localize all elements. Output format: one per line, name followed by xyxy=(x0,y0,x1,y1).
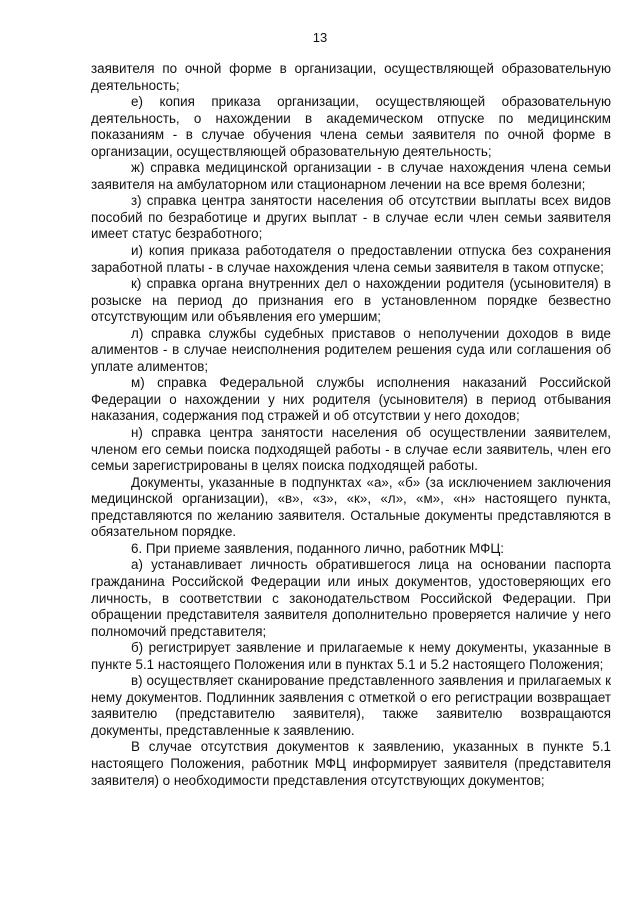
list-item-k: к) справка органа внутренних дел о нахождении родителя (усыновителя) в розыске на период до признания его в установленном порядке безвестно отсутствующим или объявления его умершим; xyxy=(91,276,611,325)
page-number: 13 xyxy=(312,30,328,45)
paragraph-continuation: заявителя по очной форме в организации, осуществляющей образовательную деятельность; xyxy=(91,61,611,93)
list-item-m: м) справка Федеральной службы исполнения наказаний Российской Федерации о нахождении у них родителя (усыновителя) в период отбывания наказания, содержания под стражей и об отсутствии у него доходов; xyxy=(91,375,611,424)
missing-documents-paragraph: В случае отсутствия документов к заявлению, указанных в пункте 5.1 настоящего Положения, работник МФЦ информирует заявителя (представителя заявителя) о необходимости представления отсутствующих документов; xyxy=(91,739,611,788)
section-6-item-a: а) устанавливает личность обратившегося лица на основании паспорта гражданина Российской Федерации или иных документов, удостоверяющих его личность, в соответствии с законодательством Российской Федерации. При обращении представителя заявителя дополнительно проверяется наличие у него полномочий представителя; xyxy=(91,557,611,639)
document-body xyxy=(91,61,611,789)
section-6-item-v: в) осуществляет сканирование представленного заявления и прилагаемых к нему документов. Подлинник заявления с отметкой о его регистрации возвращает заявителю (представителю заявителя), также заявителю возвращаются документы, представленные к заявлению. xyxy=(91,673,611,738)
list-item-zh: ж) справка медицинской организации - в случае нахождения члена семьи заявителя на амбулаторном или стационарном лечении на все время болезни; xyxy=(91,160,611,192)
list-item-n: н) справка центра занятости населения об осуществлении заявителем, членом его семьи поиска подходящей работы - в случае если заявитель, член его семьи зарегистрированы в целях поиска подходящей работы. xyxy=(91,425,611,474)
documents-note-paragraph: Документы, указанные в подпунктах «а», «б» (за исключением заключения медицинской организации), «в», «з», «к», «л», «м», «н» настоящего пункта, представляются по желанию заявителя. Остальные документы представляются в обязательном порядке. xyxy=(91,474,611,540)
list-item-l: л) справка службы судебных приставов о неполучении доходов в виде алиментов - в случае неисполнения родителем решения суда или соглашения об уплате алиментов; xyxy=(91,325,611,374)
section-6-heading: 6. При приеме заявления, поданного лично, работник МФЦ: xyxy=(131,540,504,556)
list-item-e: е) копия приказа организации, осуществляющей образовательную деятельность, о нахождении в академическом отпуске по медицинским показаниям - в случае обучения члена семьи заявителя по очной форме в организации, осуществляющей образовательную деятельность; xyxy=(91,94,611,159)
list-item-z: з) справка центра занятости населения об отсутствии выплаты всех видов пособий по безработице и других выплат - в случае если член семьи заявителя имеет статус безработного; xyxy=(91,193,611,242)
list-item-i: и) копия приказа работодателя о предоставлении отпуска без сохранения заработной платы - в случае нахождения члена семьи заявителя в таком отпуске; xyxy=(91,243,611,275)
section-6-item-b: б) регистрирует заявление и прилагаемые к нему документы, указанные в пункте 5.1 настоящего Положения или в пунктах 5.1 и 5.2 настоящего Положения; xyxy=(91,640,611,672)
